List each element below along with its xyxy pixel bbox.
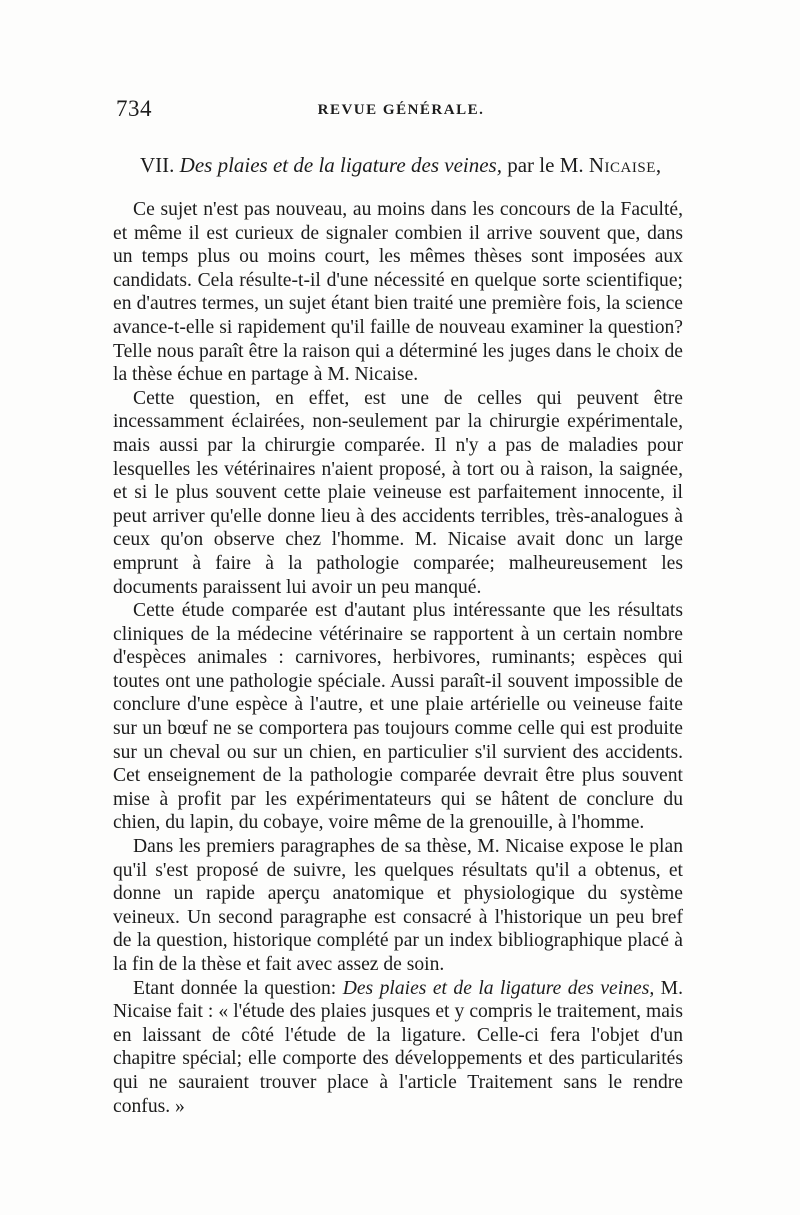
- paragraph-2: Cette question, en effet, est une de celles qui peuvent être incessamment éclairées, non-seulement par la chirurgie expérimentale, mais aussi par la chirurgie comparée. Il n'y a pas de maladies pour lesquelles les vétérinaires n'aient proposé, à tort ou à raison, la saignée, et si le plus souvent cette plaie veineuse est parfaitement innocente, il peut arriver qu'elle donne lieu à des accidents terribles, très-analogues à ceux qu'on observe chez l'homme. M. Nicaise avait donc un large emprunt à faire à la pathologie comparée; malheureusement les documents paraissent lui avoir un peu manqué.: [113, 387, 683, 598]
- article-body: [113, 198, 683, 1118]
- paragraph-5-rest: M. Nicaise fait : « l'étude des plaies jusques et y compris le traitement, mais en laissant de côté l'étude de la ligature. Celle-ci fera l'objet d'un chapitre spécial; elle comporte des développements et des particularités qui ne sauraient trouver place à l'article Traitement sans le rendre confus. »: [113, 977, 683, 1117]
- article-number: VII.: [140, 153, 175, 177]
- article-heading: [140, 153, 700, 178]
- paragraph-1: Ce sujet n'est pas nouveau, au moins dans les concours de la Faculté, et même il est curieux de signaler combien il arrive souvent que, dans un temps plus ou moins court, les mêmes thèses sont imposées aux candidats. Cela résulte-t-il d'une nécessité en quelque sorte scientifique; en d'autres termes, un sujet étant bien traité une première fois, la science avance-t-elle si rapidement qu'il faille de nouveau examiner la question? Telle nous paraît être la raison qui a déterminé les juges dans le choix de la thèse échue en partage à M. Nicaise.: [113, 199, 683, 386]
- byline-prefix: par le M.: [507, 153, 584, 177]
- paragraph-4: Dans les premiers paragraphes de sa thèse, M. Nicaise expose le plan qu'il s'est proposé de suivre, les quelques résultats qu'il a obtenus, et donne un rapide aperçu anatomique et physiologique du système veineux. Un second paragraphe est consacré à l'historique un peu bref de la question, historique complété par un index bibliographique placé à la fin de la thèse et fait avec assez de soin.: [113, 836, 683, 975]
- article-author: Nicaise,: [588, 153, 662, 177]
- paragraph-3: Cette étude comparée est d'autant plus intéressante que les résultats cliniques de la médecine vétérinaire se rapportent à un certain nombre d'espèces animales : carnivores, herbivores, ruminants; espèces qui toutes ont une pathologie spéciale. Aussi paraît-il souvent impossible de conclure d'une espèce à l'autre, et une plaie artérielle ou veineuse faite sur un bœuf ne se comportera pas toujours comme celle qui est produite sur un cheval ou sur un chien, en particulier s'il survient des accidents. Cet enseignement de la pathologie comparée devrait être plus souvent mise à profit par les expérimentateurs qui se hâtent de conclure du chien, du lapin, du cobaye, voire même de la grenouille, à l'homme.: [113, 600, 683, 834]
- paragraph-5: [113, 977, 683, 1119]
- journal-title: REVUE GÉNÉRALE.: [317, 102, 485, 118]
- paragraph-5-lead: Etant donnée la question:: [133, 977, 343, 999]
- page-number: 734: [116, 96, 152, 121]
- running-head: [116, 96, 686, 126]
- article-title: Des plaies et de la ligature des veines,: [179, 153, 502, 177]
- paragraph-5-title-citation: Des plaies et de la ligature des veines,: [342, 977, 655, 999]
